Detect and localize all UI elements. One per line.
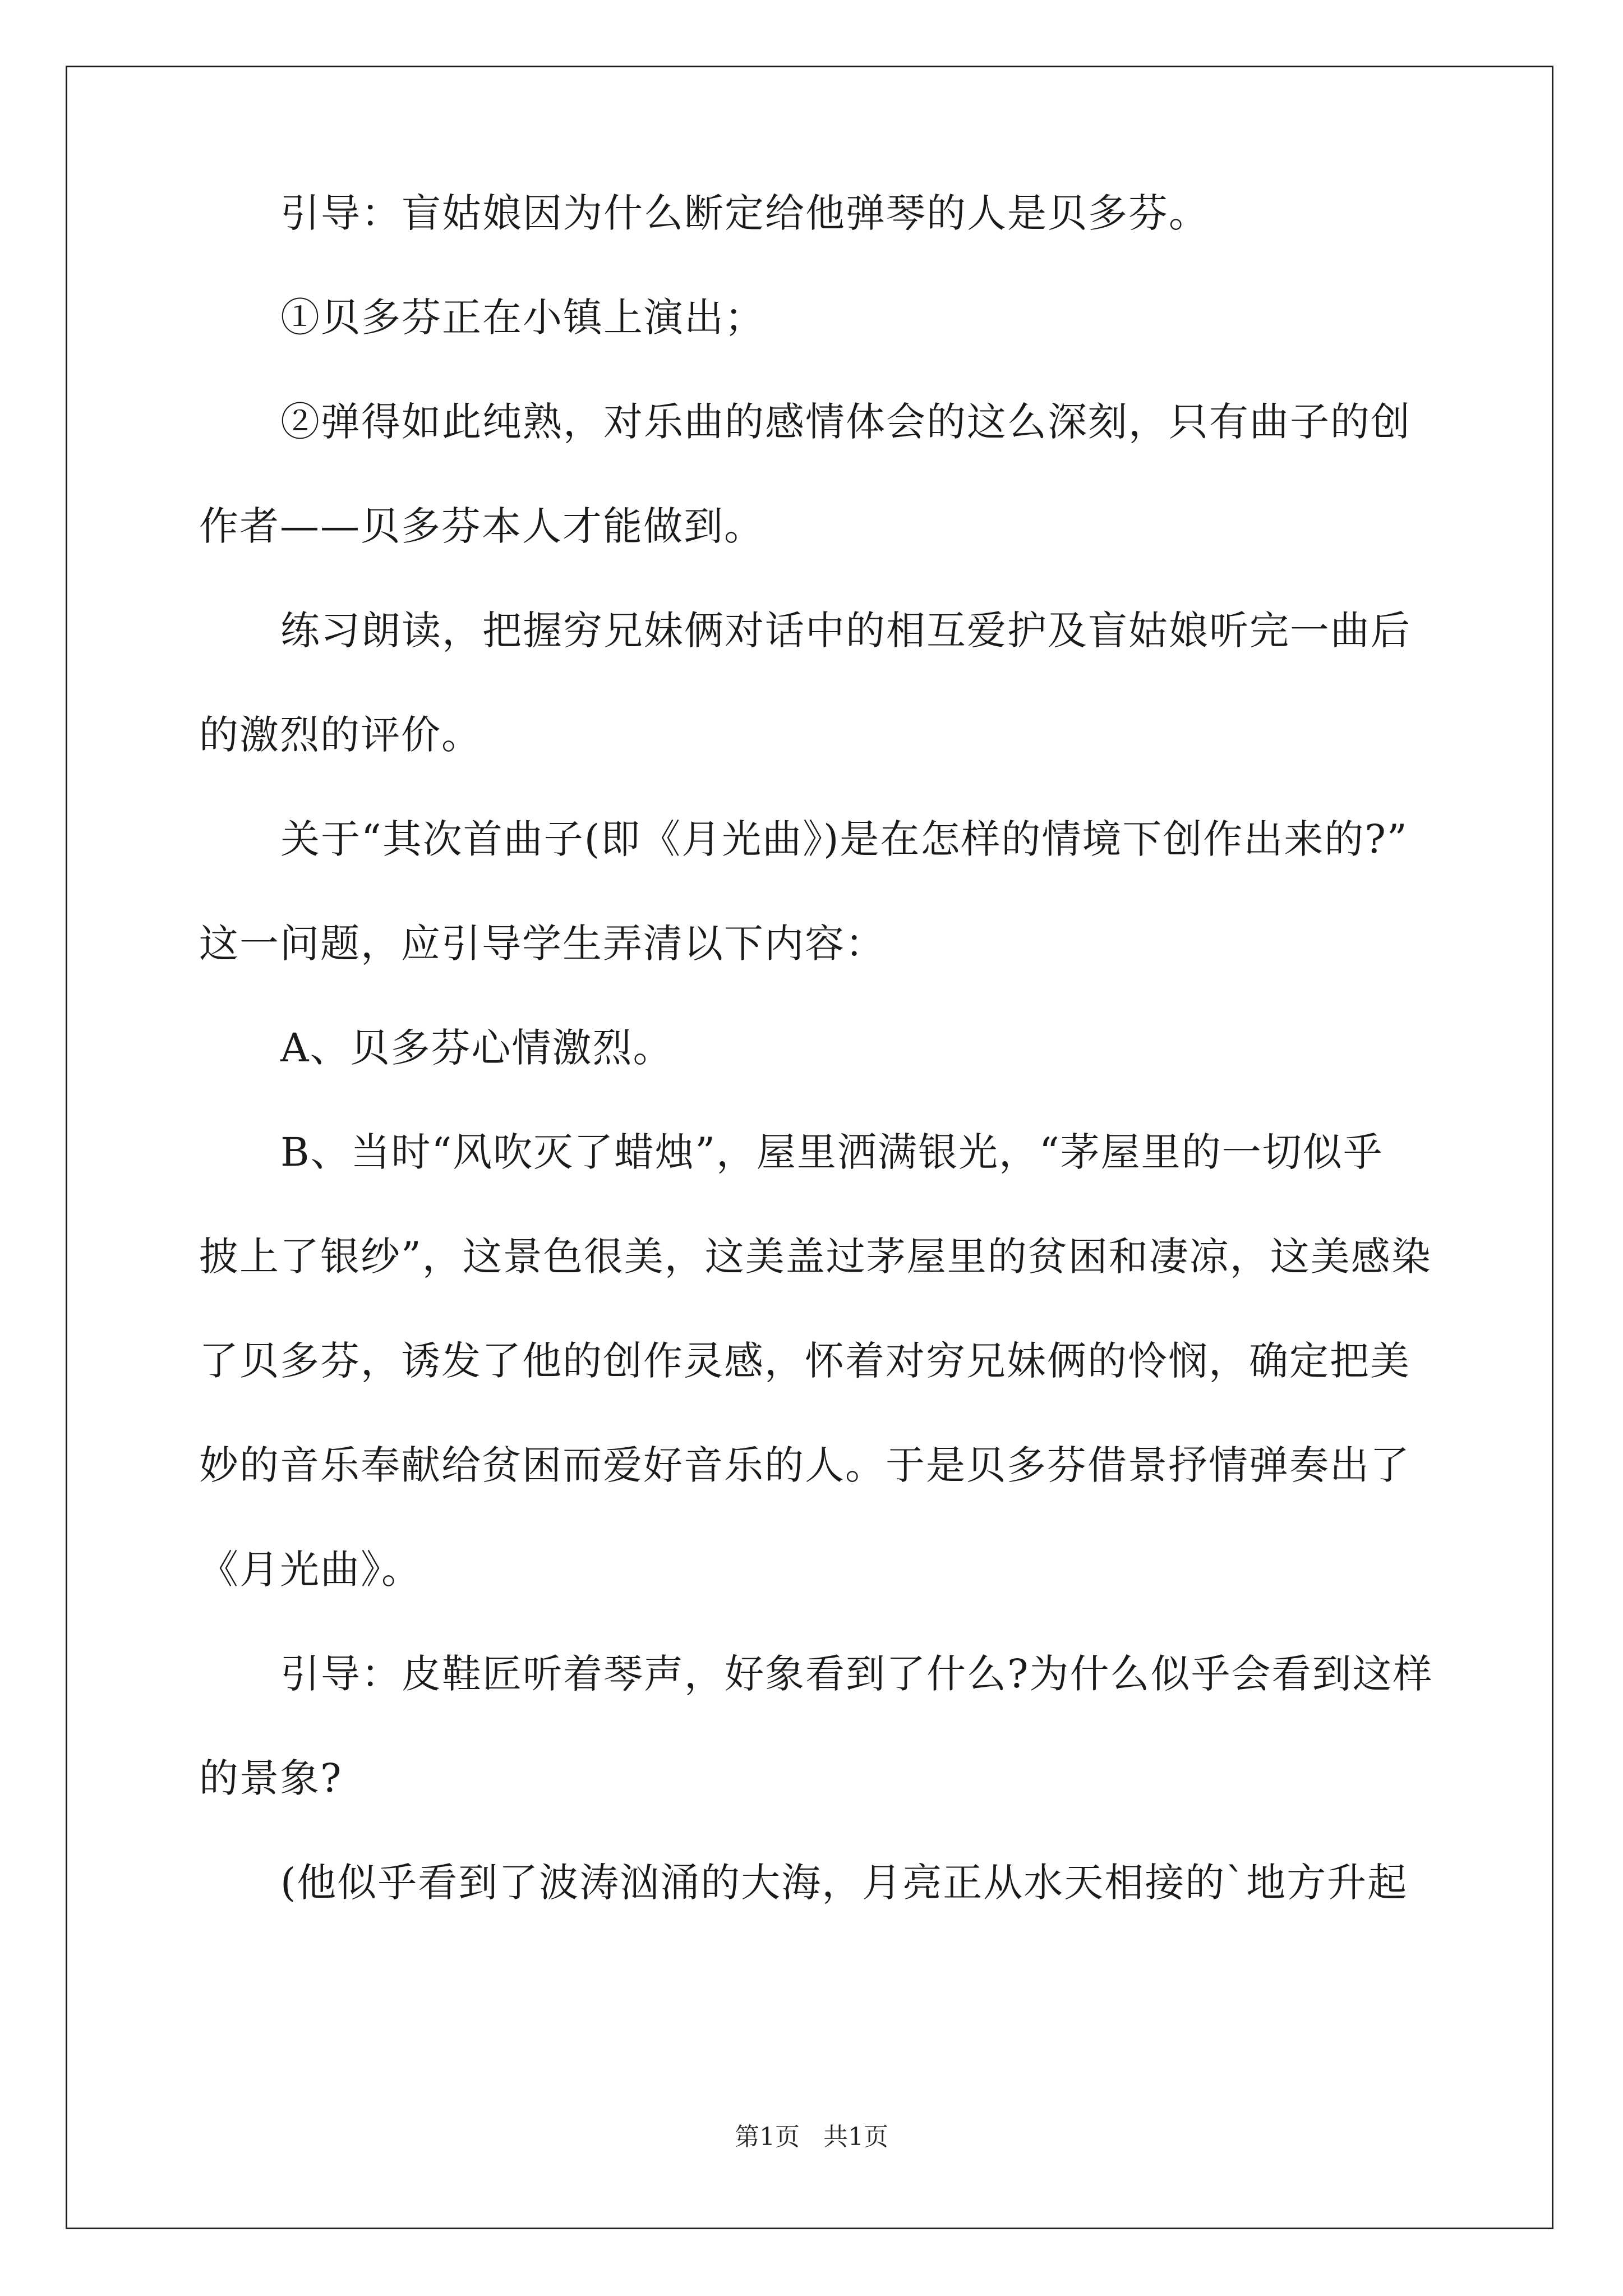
paragraph-line: 引导：盲姑娘因为什么断定给他弹琴的人是贝多芬。 xyxy=(280,190,1209,236)
paragraph-line: A、贝多芬心情激烈。 xyxy=(280,1025,674,1071)
paragraph-line: B、当时“风吹灭了蜡烛”，屋里洒满银光，“茅屋里的一切似乎 xyxy=(280,1129,1384,1175)
paragraph-line: 关于“其次首曲子(即《月光曲》)是在怎样的情境下创作出来的?” xyxy=(280,816,1408,862)
paragraph-line: ①贝多芬正在小镇上演出； xyxy=(280,295,765,341)
paragraph-line: 引导：皮鞋匠听着琴声，好象看到了什么?为什么似乎会看到这样 xyxy=(280,1651,1433,1697)
paragraph-line: (他似乎看到了波涛汹涌的大海，月亮正从水天相接的`地方升起 xyxy=(280,1860,1408,1906)
paragraph-line: 《月光曲》。 xyxy=(199,1547,422,1593)
paragraph-line: 练习朗读，把握穷兄妹俩对话中的相互爱护及盲姑娘听完一曲后 xyxy=(280,608,1411,654)
paragraph-line: 妙的音乐奉献给贫困而爱好音乐的人。于是贝多芬借景抒情弹奏出了 xyxy=(199,1442,1410,1488)
paragraph-line: 的激烈的评价。 xyxy=(199,712,482,758)
page-footer: 第1页 共1页 xyxy=(735,2123,888,2151)
paragraph-line: 了贝多芬，诱发了他的创作灵感，怀着对穷兄妹俩的怜悯，确定把美 xyxy=(199,1338,1410,1384)
paragraph-line: 的景象? xyxy=(199,1755,343,1801)
paragraph-line: ②弹得如此纯熟，对乐曲的感情体会的这么深刻，只有曲子的创 xyxy=(280,399,1411,445)
paragraph-line: 这一问题，应引导学生弄清以下内容： xyxy=(199,921,886,967)
paragraph-line: 作者——贝多芬本人才能做到。 xyxy=(199,503,764,549)
paragraph-line: 披上了银纱”，这景色很美，这美盖过茅屋里的贫困和凄凉，这美感染 xyxy=(199,1234,1432,1280)
